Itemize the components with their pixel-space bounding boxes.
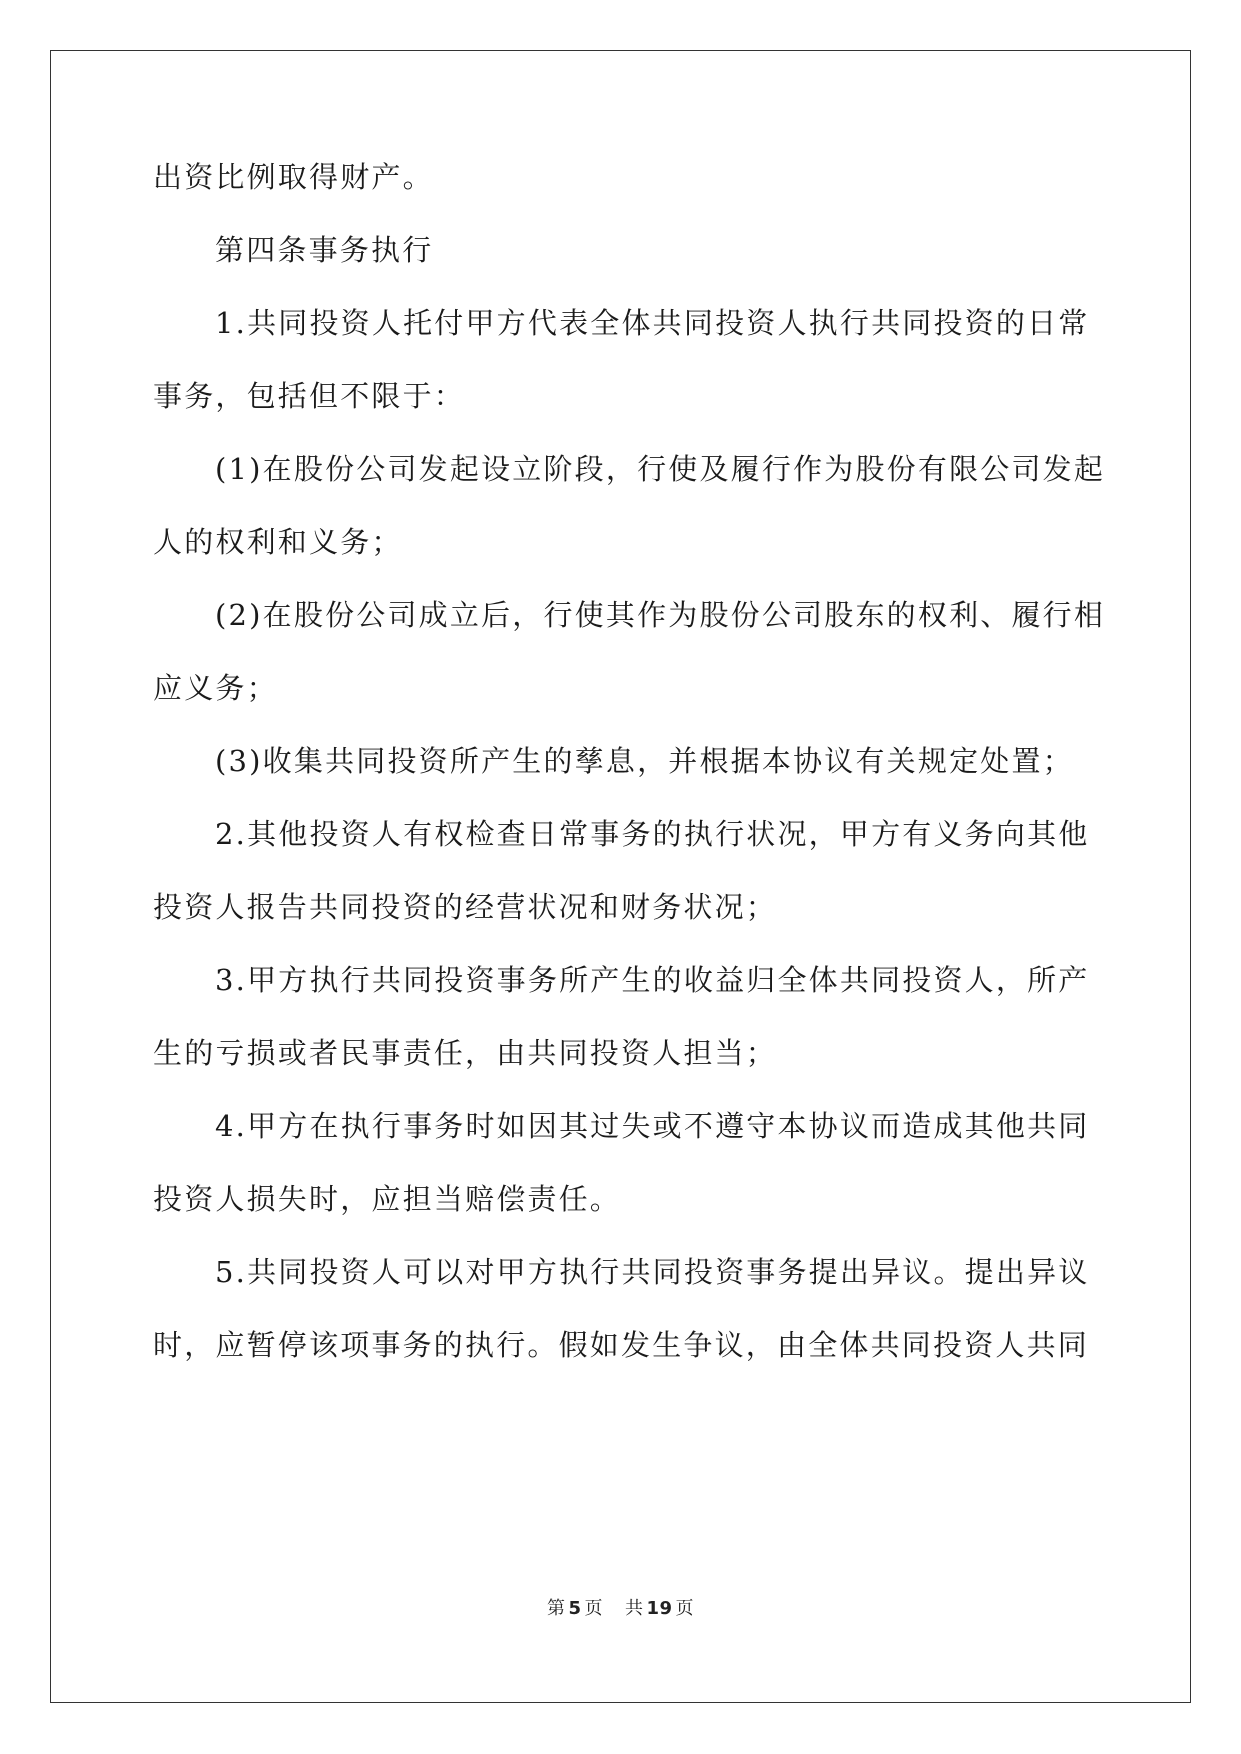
paragraph-line: 4.甲方在执行事务时如因其过失或不遵守本协议而造成其他共同 [215, 1109, 1090, 1143]
paragraph-line: 投资人报告共同投资的经营状况和财务状况； [153, 890, 778, 924]
paragraph-line: 应义务； [153, 671, 278, 705]
paragraph-line: 事务，包括但不限于： [153, 379, 466, 413]
paragraph-line: (3)收集共同投资所产生的孳息，并根据本协议有关规定处置； [215, 744, 1074, 778]
paragraph-line: 1.共同投资人托付甲方代表全体共同投资人执行共同投资的日常 [215, 306, 1090, 340]
paragraph-line: 人的权利和义务； [153, 525, 403, 559]
paragraph-line: 生的亏损或者民事责任，由共同投资人担当； [153, 1036, 778, 1070]
paragraph-line: 5.共同投资人可以对甲方执行共同投资事务提出异议。提出异议 [215, 1255, 1090, 1289]
page-suffix: 页 [584, 1598, 603, 1619]
paragraph-line: 时，应暂停该项事务的执行。假如发生争议，由全体共同投资人共同 [153, 1328, 1090, 1362]
page-footer [0, 1594, 1241, 1620]
total-suffix: 页 [675, 1598, 695, 1619]
page-border [50, 50, 1191, 1703]
paragraph-line: 投资人损失时，应担当赔偿责任。 [153, 1182, 622, 1216]
paragraph-line: 出资比例取得财产。 [153, 160, 434, 194]
page-prefix: 第 [546, 1598, 566, 1619]
total-prefix: 共 [624, 1598, 644, 1619]
paragraph-line: 3.甲方执行共同投资事务所产生的收益归全体共同投资人，所产 [215, 963, 1090, 997]
paragraph-line: (1)在股份公司发起设立阶段，行使及履行作为股份有限公司发起 [215, 452, 1106, 486]
page-number: 5 [568, 1598, 582, 1619]
section-heading: 第四条事务执行 [215, 233, 434, 267]
paragraph-line: (2)在股份公司成立后，行使其作为股份公司股东的权利、履行相 [215, 598, 1106, 632]
total-pages: 19 [646, 1598, 673, 1619]
paragraph-line: 2.其他投资人有权检查日常事务的执行状况，甲方有义务向其他 [215, 817, 1090, 851]
